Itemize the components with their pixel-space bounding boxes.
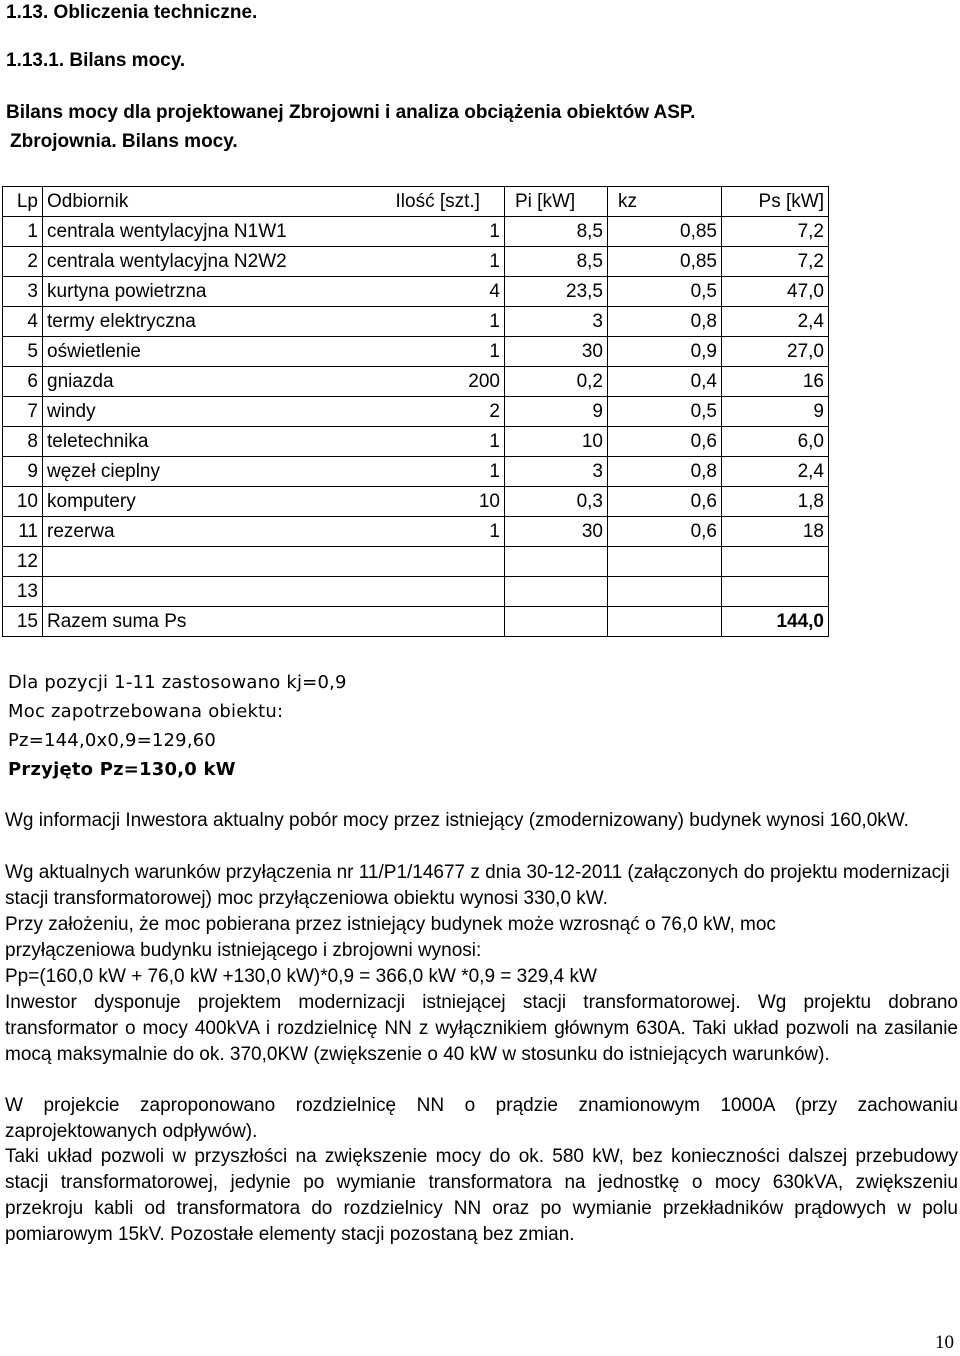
cell-ps: 47,0 [722, 277, 829, 307]
cell-kz: 0,4 [608, 367, 722, 397]
cell-kz: 0,6 [608, 487, 722, 517]
cell-ilosc: 4 [392, 277, 505, 307]
paragraph-current-load: Wg informacji Inwestora aktualny pobór mocy przez istniejący (zmodernizowany) budynek wynosi 160,0kW. [5, 810, 909, 831]
calc-line-formula: Pz=144,0x0,9=129,60 [8, 730, 217, 751]
table-row [3, 337, 829, 367]
cell-ps: 16 [722, 367, 829, 397]
subsection-heading: 1.13.1. Bilans mocy. [6, 50, 186, 71]
paragraph-switchboard-proposal: W projekcie zaproponowano rozdzielnicę NN o prądzie znamionowym 1000A (przy zachowaniu zaprojektowanych odpływów). [5, 1095, 958, 1142]
cell-pi: 0,3 [505, 487, 608, 517]
table-row [3, 277, 829, 307]
table-row [3, 247, 829, 277]
cell-odbiornik: kurtyna powietrzna [43, 277, 392, 307]
cell-kz: 0,85 [608, 217, 722, 247]
header-pi: Pi [kW] [505, 187, 608, 217]
cell-pi: 10 [505, 427, 608, 457]
table-row [3, 217, 829, 247]
cell-ilosc: 1 [392, 427, 505, 457]
paragraph-transformer-project: Inwestor dysponuje projektem modernizacji istniejącej stacji transformatorowej. Wg projektu dobrano transformator o mocy 400kVA i rozdzielnicę NN z wyłącznikiem głównym 630A. Taki układ pozwoli na zasilanie mocą maksymalnie do ok. 370,0KW (zwiększenie o 40 kW w stosunku do istniejących warunków). [5, 992, 958, 1065]
cell-kz [608, 577, 722, 607]
cell-pi [505, 577, 608, 607]
cell-ps: 27,0 [722, 337, 829, 367]
paragraph-connection-conditions: Wg aktualnych warunków przyłączenia nr 11/P1/14677 z dnia 30-12-2011 (załączonych do projektu modernizacji stacji transformatorowej) moc przyłączeniowa obiektu wynosi 330,0 kW. [5, 862, 950, 909]
header-kz: kz [608, 187, 722, 217]
cell-pi: 8,5 [505, 247, 608, 277]
paragraph-assumption [5, 912, 958, 990]
document-title-line-2: Zbrojownia. Bilans mocy. [10, 131, 238, 152]
cell-lp: 11 [3, 517, 43, 547]
table-row [3, 367, 829, 397]
table-header-row [3, 187, 829, 217]
table-row [3, 397, 829, 427]
page-number: 10 [935, 1332, 954, 1353]
cell-lp: 7 [3, 397, 43, 427]
cell-kz: 0,5 [608, 397, 722, 427]
cell-kz: 0,6 [608, 427, 722, 457]
cell-ps: 1,8 [722, 487, 829, 517]
document-title-line-1: Bilans mocy dla projektowanej Zbrojowni i analiza obciążenia obiektów ASP. [6, 102, 696, 123]
cell-ilosc [392, 577, 505, 607]
cell-ilosc: 1 [392, 457, 505, 487]
power-balance-table [2, 186, 829, 637]
cell-ps: 7,2 [722, 247, 829, 277]
cell-lp: 4 [3, 307, 43, 337]
cell-ps [722, 547, 829, 577]
table-row [3, 487, 829, 517]
cell-ilosc: 1 [392, 517, 505, 547]
cell-pi: 8,5 [505, 217, 608, 247]
cell-ps: 2,4 [722, 307, 829, 337]
total-lp: 15 [3, 607, 43, 637]
cell-odbiornik: komputery [43, 487, 392, 517]
cell-odbiornik: gniazda [43, 367, 392, 397]
table-row [3, 547, 829, 577]
cell-lp: 5 [3, 337, 43, 367]
cell-pi: 30 [505, 337, 608, 367]
calc-line-accepted: Przyjęto Pz=130,0 kW [8, 759, 236, 780]
cell-ps: 2,4 [722, 457, 829, 487]
cell-kz: 0,5 [608, 277, 722, 307]
calc-line-demand-label: Moc zapotrzebowana obiektu: [8, 701, 284, 722]
total-empty-kz [608, 607, 722, 637]
cell-ps: 9 [722, 397, 829, 427]
cell-ilosc [392, 547, 505, 577]
cell-odbiornik: termy elektryczna [43, 307, 392, 337]
cell-ilosc: 1 [392, 247, 505, 277]
cell-odbiornik: teletechnika [43, 427, 392, 457]
table-row [3, 457, 829, 487]
table-row [3, 577, 829, 607]
cell-odbiornik: windy [43, 397, 392, 427]
cell-odbiornik [43, 577, 392, 607]
cell-pi: 9 [505, 397, 608, 427]
cell-ps [722, 577, 829, 607]
cell-kz: 0,85 [608, 247, 722, 277]
cell-odbiornik: oświetlenie [43, 337, 392, 367]
cell-odbiornik: centrala wentylacyjna N2W2 [43, 247, 392, 277]
cell-ps: 18 [722, 517, 829, 547]
cell-lp: 3 [3, 277, 43, 307]
total-label: Razem suma Ps [43, 607, 392, 637]
cell-pi: 3 [505, 307, 608, 337]
total-ps-value: 144,0 [722, 607, 829, 637]
cell-lp: 2 [3, 247, 43, 277]
cell-kz: 0,6 [608, 517, 722, 547]
cell-ilosc: 1 [392, 307, 505, 337]
cell-ps: 6,0 [722, 427, 829, 457]
cell-pi: 30 [505, 517, 608, 547]
header-odbiornik: Odbiornik [43, 187, 392, 217]
total-empty-pi [505, 607, 608, 637]
calc-line-kj: Dla pozycji 1-11 zastosowano kj=0,9 [8, 672, 347, 693]
paragraph-assumption-line-1: Przy założeniu, że moc pobierana przez istniejący budynek może wzrosnąć o 76,0 kW, moc [5, 914, 776, 935]
cell-ilosc: 200 [392, 367, 505, 397]
cell-pi: 3 [505, 457, 608, 487]
section-heading: 1.13. Obliczenia techniczne. [6, 2, 258, 23]
cell-kz: 0,8 [608, 307, 722, 337]
header-lp: Lp [3, 187, 43, 217]
cell-lp: 8 [3, 427, 43, 457]
cell-odbiornik [43, 547, 392, 577]
cell-odbiornik: węzeł cieplny [43, 457, 392, 487]
cell-lp: 1 [3, 217, 43, 247]
header-ps: Ps [kW] [722, 187, 829, 217]
cell-lp: 12 [3, 547, 43, 577]
cell-lp: 6 [3, 367, 43, 397]
cell-lp: 10 [3, 487, 43, 517]
cell-kz: 0,9 [608, 337, 722, 367]
cell-pi: 0,2 [505, 367, 608, 397]
cell-ilosc: 1 [392, 337, 505, 367]
cell-odbiornik: centrala wentylacyjna N1W1 [43, 217, 392, 247]
table-row [3, 307, 829, 337]
cell-ilosc: 10 [392, 487, 505, 517]
cell-ps: 7,2 [722, 217, 829, 247]
cell-pi [505, 547, 608, 577]
cell-lp: 13 [3, 577, 43, 607]
table-row [3, 517, 829, 547]
table-total-row [3, 607, 829, 637]
header-ilosc: Ilość [szt.] [392, 187, 505, 217]
table-row [3, 427, 829, 457]
cell-ilosc: 2 [392, 397, 505, 427]
paragraph-assumption-formula: Pp=(160,0 kW + 76,0 kW +130,0 kW)*0,9 = 366,0 kW *0,9 = 329,4 kW [5, 966, 597, 987]
cell-pi: 23,5 [505, 277, 608, 307]
paragraph-future-expansion: Taki układ pozwoli w przyszłości na zwiększenie mocy do ok. 580 kW, bez konieczności dalszej przebudowy stacji transformatorowej, jedynie po wymianie transformatora na jednostkę o mocy 630kVA, zwiększeniu przekroju kabli od transformatora do rozdzielnicy NN oraz po wymianie przekładników prądowych w polu pomiarowym 15kV. Pozostałe elementy stacji pozostaną bez zmian. [5, 1146, 958, 1245]
paragraph-assumption-line-2: przyłączeniowa budynku istniejącego i zbrojowni wynosi: [5, 940, 482, 961]
total-empty-ilosc [392, 607, 505, 637]
cell-lp: 9 [3, 457, 43, 487]
cell-ilosc: 1 [392, 217, 505, 247]
cell-kz: 0,8 [608, 457, 722, 487]
cell-kz [608, 547, 722, 577]
cell-odbiornik: rezerwa [43, 517, 392, 547]
